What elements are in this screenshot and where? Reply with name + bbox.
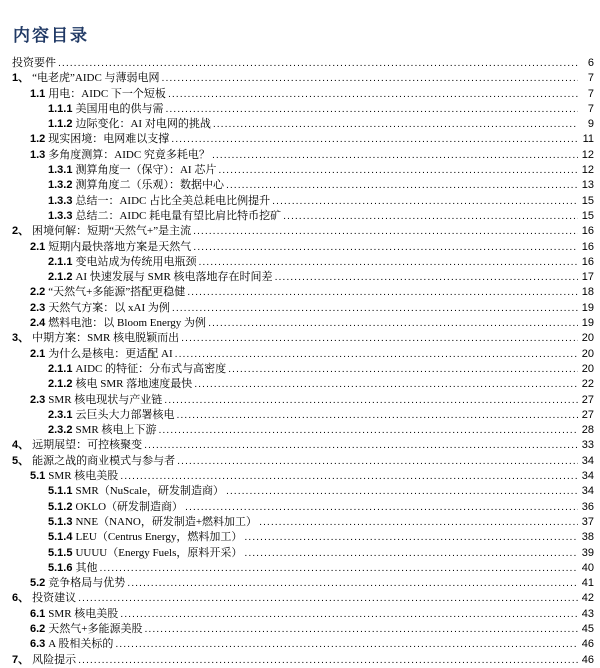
toc-entry[interactable]	[12, 194, 594, 209]
toc-entry-title: 多角度测算：AIDC 究竟多耗电？	[48, 148, 210, 161]
toc-entry-number: 6.2	[30, 622, 46, 635]
toc-entry-number: 5.1.1	[48, 485, 73, 498]
toc-entry-page: 7	[587, 87, 594, 100]
toc-leader-dots	[115, 637, 578, 652]
toc-entry[interactable]	[12, 515, 594, 530]
toc-entry-title: 燃料电池：以 Bloom Energy 为例	[48, 317, 207, 330]
toc-entry[interactable]	[12, 301, 594, 316]
toc-entry-title: SMR 核电现状与产业链	[48, 393, 163, 406]
toc-leader-dots	[175, 347, 578, 362]
toc-entry-page: 19	[581, 301, 594, 314]
toc-entry-page: 34	[581, 454, 594, 467]
toc-entry-title: SMR 核电美股	[48, 607, 119, 620]
toc-entry[interactable]	[12, 316, 594, 331]
toc-entry[interactable]	[12, 561, 594, 576]
toc-entry-number: 1、	[12, 72, 30, 85]
toc-entry-title: “天然气+多能源”搭配更稳健	[48, 286, 186, 299]
toc-entry-number: 5.2	[30, 577, 46, 590]
toc-entry[interactable]	[12, 546, 594, 561]
toc-entry-title: 测算角度一（保守）：AI 芯片	[75, 164, 217, 177]
toc-leader-dots	[283, 209, 578, 224]
toc-entry-page: 22	[581, 378, 594, 391]
toc-entry-page: 42	[581, 592, 594, 605]
toc-entry-page: 28	[581, 424, 594, 437]
toc-entry-page: 15	[581, 209, 594, 222]
toc-leader-dots	[226, 484, 578, 499]
toc-entry-number: 7、	[12, 653, 30, 666]
toc-entry[interactable]	[12, 270, 594, 285]
toc-entry-title: 为什么是核电：更适配 AI	[48, 347, 173, 360]
toc-entry-title: 天然气+多能源美股	[48, 622, 143, 635]
toc-entry-title: 美国用电的供与需	[75, 102, 164, 115]
toc-leader-dots	[120, 469, 578, 484]
toc-entry-page: 38	[581, 531, 594, 544]
toc-entry-title: 远期展望：可控核聚变	[32, 439, 143, 452]
toc-entry-page: 16	[581, 255, 594, 268]
toc-entry-title: 投资要件	[12, 57, 56, 69]
toc-entry-title: 风险提示	[32, 653, 77, 666]
toc-entry-title: 核电 SMR 落地速度最快	[75, 378, 193, 391]
toc-entry-number: 2.1.1	[48, 255, 73, 268]
toc-entry-title: SMR 核电上下游	[75, 424, 157, 437]
toc-entry-page: 33	[581, 439, 594, 452]
toc-entry-number: 2.1	[30, 240, 46, 253]
toc-entry[interactable]	[12, 530, 594, 545]
toc-leader-dots	[198, 255, 578, 270]
toc-entry[interactable]	[12, 331, 594, 346]
toc-entry-number: 1.3	[30, 148, 46, 161]
toc-entry-number: 5.1.5	[48, 546, 73, 559]
toc-entry[interactable]	[12, 148, 594, 163]
toc-leader-dots	[172, 301, 578, 316]
toc-entry-number: 3、	[12, 332, 30, 345]
toc-entry-number: 2.2	[30, 286, 46, 299]
toc-entry-page: 18	[581, 286, 594, 299]
toc-entry-page: 36	[581, 500, 594, 513]
toc-entry[interactable]	[12, 622, 594, 637]
toc-leader-dots	[187, 285, 578, 300]
toc-entry-page: 20	[581, 347, 594, 360]
toc-entry-title: LEU（Centrus Energy，燃料加工）	[75, 531, 243, 544]
toc-entry-title: UUUU（Energy Fuels，原料开采）	[75, 546, 243, 559]
toc-leader-dots	[58, 56, 578, 71]
toc-entry[interactable]	[12, 377, 594, 392]
toc-entry-title: OKLO（研发制造商）	[75, 500, 184, 513]
toc-entry-page: 46	[581, 653, 594, 666]
toc-leader-dots	[193, 224, 578, 239]
toc-entry-number: 1.3.3	[48, 194, 73, 207]
toc-entry-page: 39	[581, 546, 594, 559]
toc-entry-page: 40	[581, 561, 594, 574]
toc-leader-dots	[171, 132, 578, 147]
toc-entry-title: 边际变化：AI 对电网的挑战	[75, 118, 211, 131]
toc-leader-dots	[127, 576, 578, 591]
toc-entry-number: 4、	[12, 439, 30, 452]
toc-entry-title: 云巨头大力部署核电	[75, 408, 175, 421]
toc-entry[interactable]	[12, 484, 594, 499]
toc-leader-dots	[259, 515, 578, 530]
toc-leader-dots	[144, 438, 578, 453]
toc-entry-title: 困境何解：短期“天然气+”是主流	[32, 225, 192, 238]
toc-entry[interactable]	[12, 637, 594, 652]
toc-entry-title: 现实困境：电网难以支撑	[48, 133, 170, 146]
toc-entry-number: 1.1	[30, 87, 46, 100]
toc-entry-page: 7	[587, 72, 594, 85]
toc-entry-title: 用电：AIDC 下一个短板	[48, 87, 166, 100]
toc-entry[interactable]	[12, 178, 594, 193]
toc-entry-number: 1.1.2	[48, 118, 73, 131]
toc-entry-title: 总结二：AIDC 耗电量有望比肩比特币挖矿	[75, 209, 282, 222]
toc-entry-title: 能源之战的商业模式与参与者	[32, 454, 176, 467]
toc-entry-number: 5.1.2	[48, 500, 73, 513]
toc-entry-page: 16	[581, 225, 594, 238]
toc-leader-dots	[193, 240, 578, 255]
toc-entry-page: 20	[581, 362, 594, 375]
toc-leader-dots	[181, 331, 578, 346]
toc-entry[interactable]	[12, 87, 594, 102]
toc-leader-dots	[185, 500, 578, 515]
toc-leader-dots	[168, 87, 578, 102]
toc-entry[interactable]	[12, 362, 594, 377]
toc-entry-page: 27	[581, 408, 594, 421]
toc-entry-number: 2.3	[30, 301, 46, 314]
toc-entry-title: 总结一：AIDC 占比全美总耗电比例提升	[75, 194, 271, 207]
toc-entry-number: 5、	[12, 454, 30, 467]
toc-entry[interactable]	[12, 56, 594, 71]
toc-entry-title: SMR（NuScale，研发制造商）	[75, 485, 224, 498]
toc-entry-number: 6.1	[30, 607, 46, 620]
toc-entry[interactable]	[12, 438, 594, 453]
toc-entry[interactable]	[12, 591, 594, 606]
toc-entry-title: 投资建议	[32, 592, 77, 605]
toc-entry-page: 45	[581, 622, 594, 635]
toc-entry[interactable]	[12, 102, 594, 117]
toc-leader-dots	[99, 561, 578, 576]
toc-entry-title: 短期内最快落地方案是天然气	[48, 240, 192, 253]
toc-entry-title: AI 快速发展与 SMR 核电落地存在时间差	[75, 271, 273, 284]
toc-leader-dots	[218, 163, 578, 178]
toc-leader-dots	[165, 102, 578, 117]
toc-entry-title: 竞争格局与优势	[48, 577, 126, 590]
toc-leader-dots	[78, 653, 578, 668]
toc-entry-page: 43	[581, 607, 594, 620]
toc-leader-dots	[177, 454, 578, 469]
toc-entry-page: 17	[581, 271, 594, 284]
toc-entry-number: 2.1	[30, 347, 46, 360]
toc-leader-dots	[275, 270, 578, 285]
toc-entry-number: 2、	[12, 225, 30, 238]
toc-entry-number: 2.1.2	[48, 271, 73, 284]
toc-entry[interactable]	[12, 500, 594, 515]
toc-entry[interactable]	[12, 423, 594, 438]
toc-entry[interactable]	[12, 240, 594, 255]
toc-entry-page: 41	[581, 577, 594, 590]
toc-entry-page: 9	[587, 118, 594, 131]
toc-entry-page: 37	[581, 515, 594, 528]
toc-entry-number: 2.3	[30, 393, 46, 406]
toc-leader-dots	[145, 622, 579, 637]
toc-entry-page: 12	[581, 148, 594, 161]
toc-entry-number: 2.4	[30, 317, 46, 330]
toc-leader-dots	[194, 377, 578, 392]
toc-entry-number: 6、	[12, 592, 30, 605]
toc-entry-title: SMR 核电美股	[48, 470, 119, 483]
toc-entry-number: 1.3.3	[48, 209, 73, 222]
toc-entry[interactable]	[12, 393, 594, 408]
toc-leader-dots	[162, 71, 578, 86]
toc-entry[interactable]	[12, 653, 594, 668]
toc-leader-dots	[208, 316, 578, 331]
toc-entry-page: 13	[581, 179, 594, 192]
toc-entry[interactable]	[12, 576, 594, 591]
toc-entry[interactable]	[12, 469, 594, 484]
toc-entry-title: 其他	[75, 561, 98, 574]
toc-entry-number: 1.1.1	[48, 102, 73, 115]
toc-leader-dots	[244, 530, 578, 545]
toc-entry[interactable]	[12, 163, 594, 178]
toc-entry-page: 27	[581, 393, 594, 406]
toc-entry-title: 测算角度二（乐观）：数据中心	[75, 179, 224, 192]
toc-entry[interactable]	[12, 255, 594, 270]
page-title: 内容目录	[13, 26, 89, 45]
toc-entry[interactable]	[12, 71, 594, 86]
toc-entry-number: 1.2	[30, 133, 46, 146]
toc-entry-title: 中期方案：SMR 核电脱颖而出	[32, 332, 180, 345]
toc-entry-number: 2.3.2	[48, 424, 73, 437]
toc-entry[interactable]	[12, 454, 594, 469]
toc-entry[interactable]	[12, 117, 594, 132]
toc-entry-page: 46	[581, 638, 594, 651]
toc-entry[interactable]	[12, 347, 594, 362]
toc-entry-number: 5.1.4	[48, 531, 73, 544]
toc-leader-dots	[176, 408, 578, 423]
toc-entry-title: A 股相关标的	[48, 638, 114, 651]
toc-entry-number: 5.1.6	[48, 561, 73, 574]
toc-entry[interactable]	[12, 209, 594, 224]
toc-leader-dots	[164, 393, 578, 408]
toc-entry-title: 变电站成为传统用电瓶颈	[75, 255, 197, 268]
toc-leader-dots	[228, 362, 578, 377]
toc-entry-number: 1.3.2	[48, 179, 73, 192]
toc-entry-title: 天然气方案：以 xAI 为例	[48, 301, 170, 314]
toc-entry-page: 20	[581, 332, 594, 345]
toc-entry[interactable]	[12, 132, 594, 147]
toc-entry[interactable]	[12, 607, 594, 622]
toc-entry-page: 16	[581, 240, 594, 253]
toc-entry-page: 11	[582, 133, 594, 146]
toc-entry-number: 5.1.3	[48, 515, 73, 528]
toc-leader-dots	[212, 148, 578, 163]
toc-entry-page: 15	[581, 194, 594, 207]
toc-entry-number: 5.1	[30, 470, 46, 483]
toc-entry-number: 6.3	[30, 638, 46, 651]
toc-leader-dots	[226, 178, 578, 193]
toc-entry-page: 12	[581, 164, 594, 177]
toc-entry-number: 2.3.1	[48, 408, 73, 421]
toc-leader-dots	[120, 607, 578, 622]
toc-entry-number: 2.1.1	[48, 362, 73, 375]
toc-entry-number: 2.1.2	[48, 378, 73, 391]
toc-leader-dots	[158, 423, 578, 438]
toc-entry-page: 6	[587, 57, 594, 69]
toc-entry-number: 1.3.1	[48, 164, 73, 177]
toc-entry-page: 34	[581, 485, 594, 498]
toc-entry-title: AIDC 的特征：分布式与高密度	[75, 362, 227, 375]
toc-entry[interactable]	[12, 285, 594, 300]
toc-entry[interactable]	[12, 224, 594, 239]
toc-entry-title: “电老虎”AIDC 与薄弱电网	[32, 72, 160, 85]
toc-leader-dots	[78, 591, 578, 606]
toc-leader-dots	[272, 194, 578, 209]
toc-list	[0, 56, 600, 668]
toc-entry[interactable]	[12, 408, 594, 423]
toc-leader-dots	[213, 117, 578, 132]
toc-leader-dots	[244, 546, 578, 561]
toc-entry-page: 7	[587, 102, 594, 115]
toc-entry-title: NNE（NANO，研发制造+燃料加工）	[75, 515, 258, 528]
toc-entry-page: 19	[581, 317, 594, 330]
toc-entry-page: 34	[581, 470, 594, 483]
